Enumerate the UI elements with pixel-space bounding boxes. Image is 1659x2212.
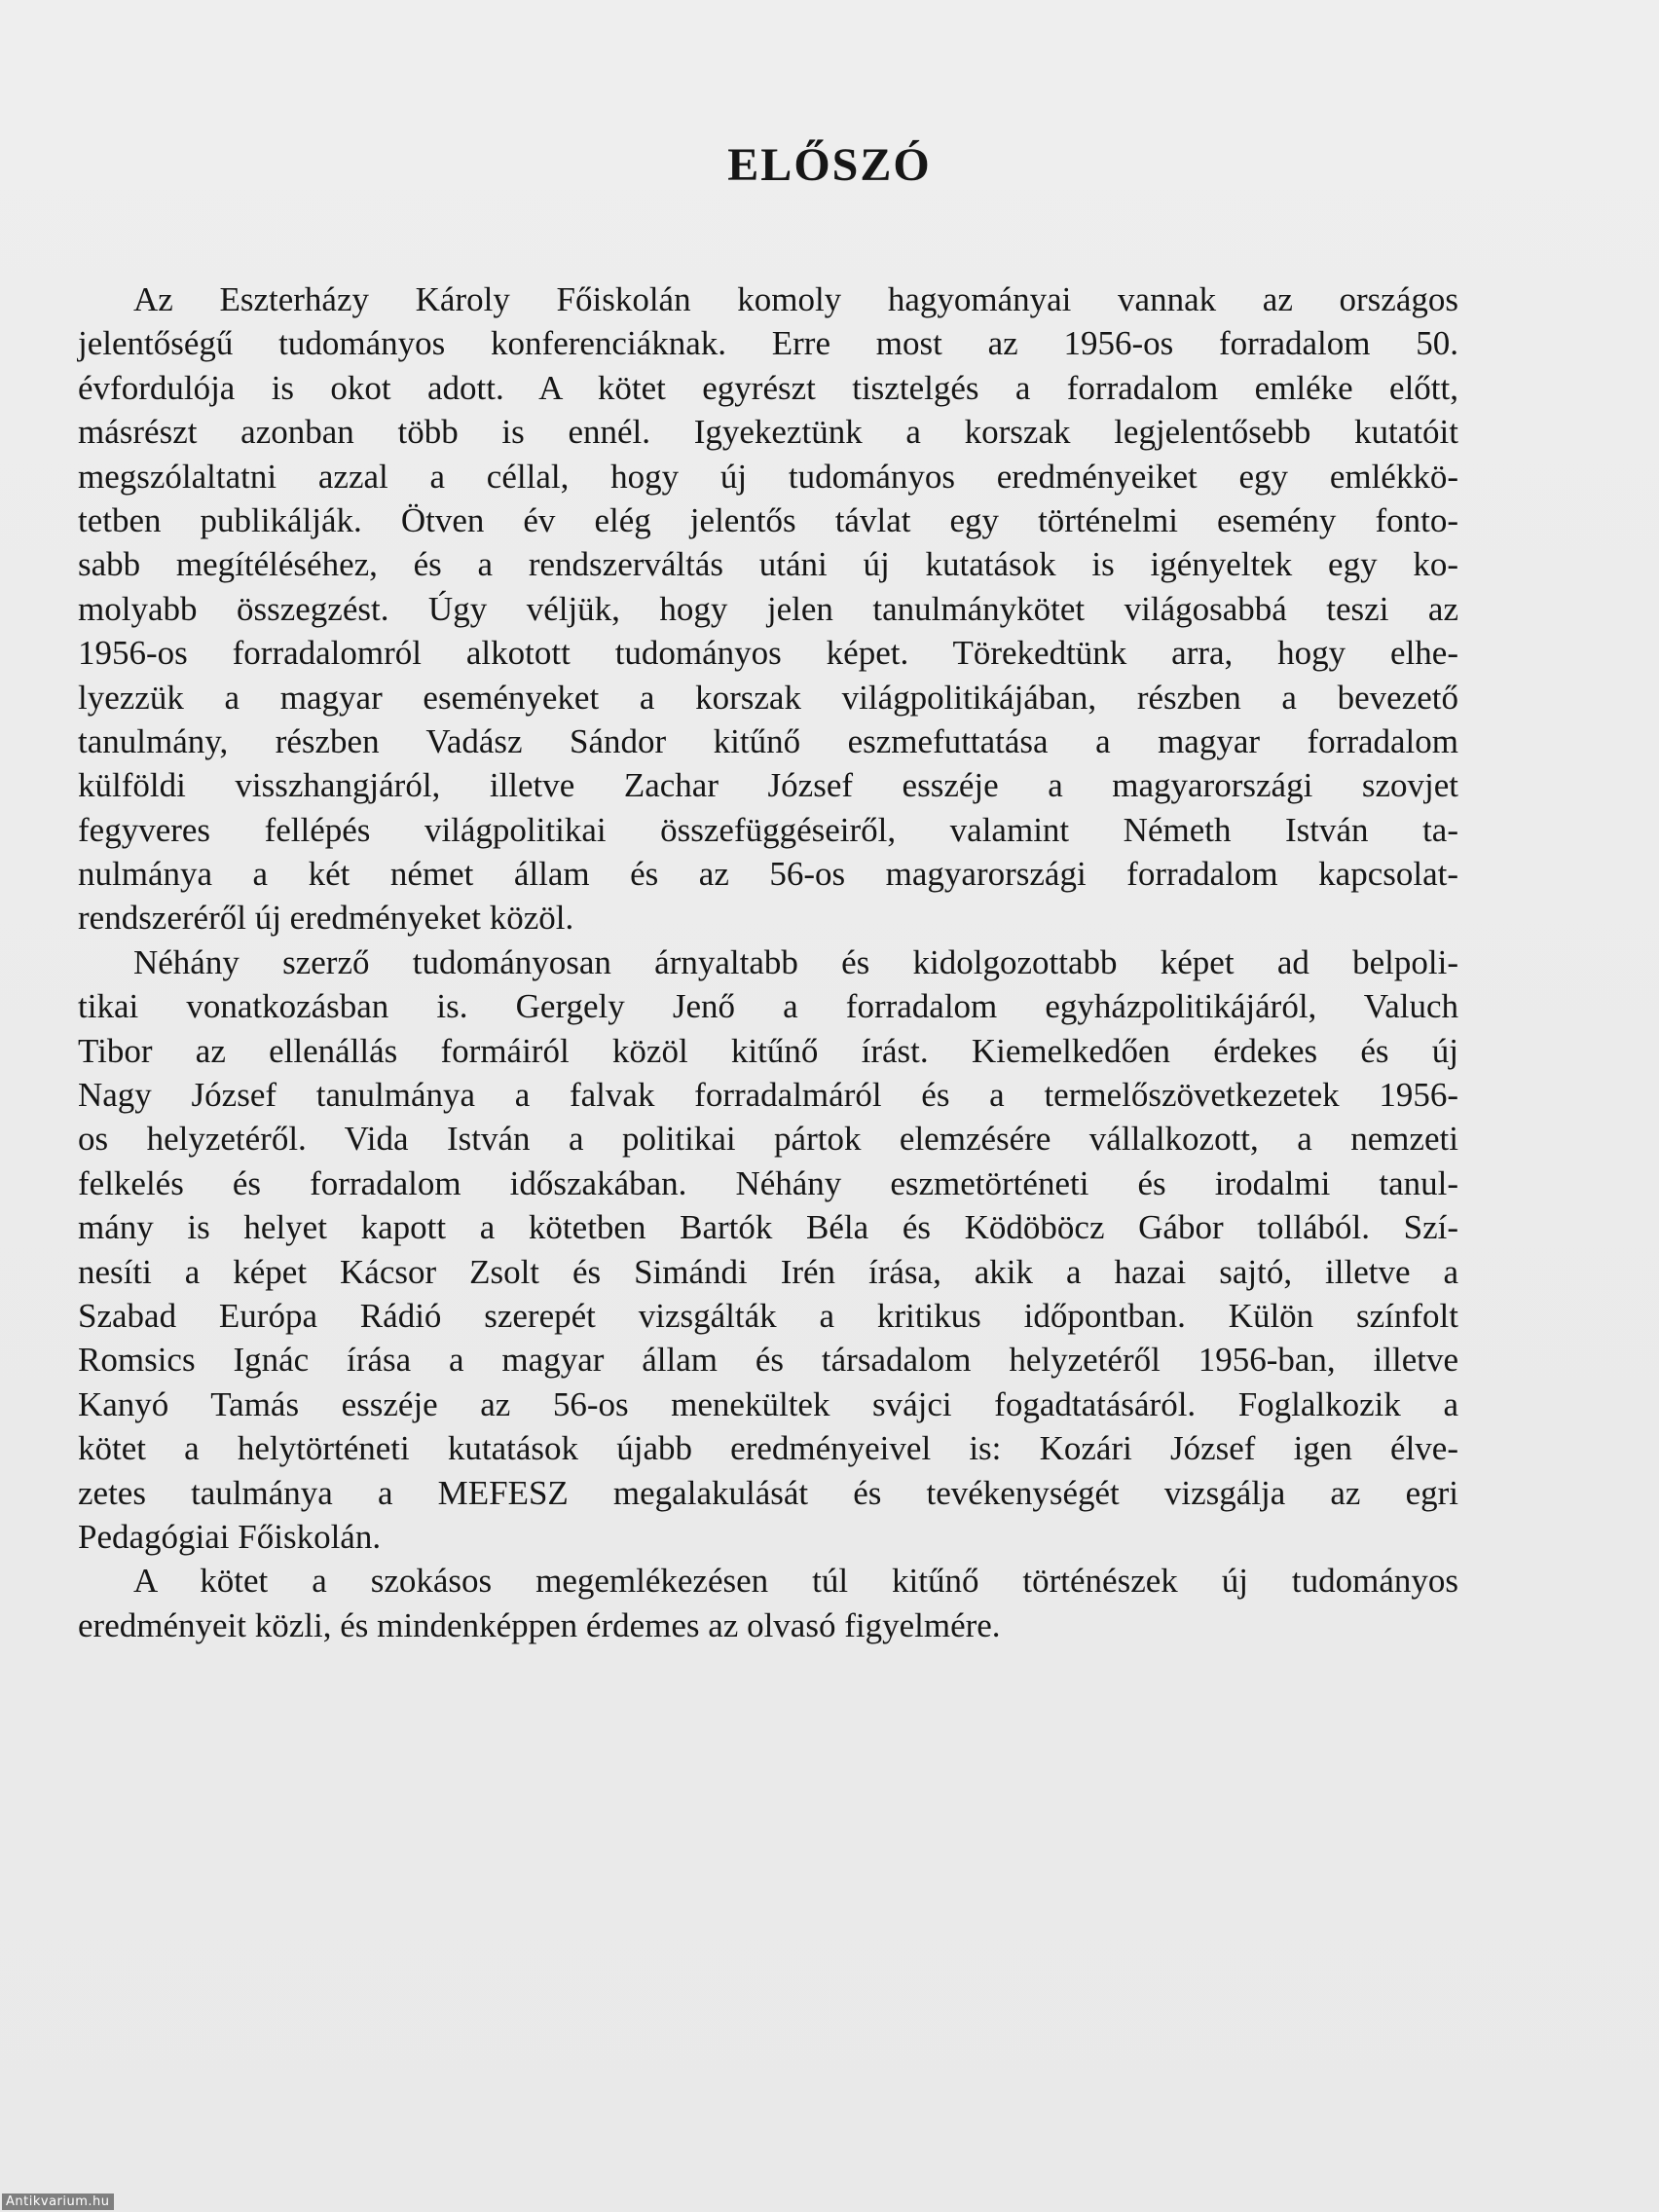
watermark-label: Antikvarium.hu <box>2 2194 114 2210</box>
text-line: Az Eszterházy Károly Főiskolán komoly hagyományai vannak az országos <box>133 280 1458 318</box>
text-line: zetes taulmánya a MEFESZ megalakulását és tevékenységét vizsgálja az egri <box>78 1473 1458 1512</box>
text-line: tikai vonatkozásban is. Gergely Jenő a forradalom egyházpolitikájáról, Valuch <box>78 987 1458 1026</box>
text-line: fegyveres fellépés világpolitikai összefüggéseiről, valamint Németh István ta- <box>78 810 1458 849</box>
text-line: eredményeit közli, és mindenképpen érdemes az olvasó figyelmére. <box>78 1605 1001 1644</box>
text-line: nesíti a képet Kácsor Zsolt és Simándi Irén írása, akik a hazai sajtó, illetve a <box>78 1252 1458 1291</box>
text-line: Kanyó Tamás esszéje az 56-os menekültek svájci fogadtatásáról. Foglalkozik a <box>78 1384 1458 1423</box>
text-line: Néhány szerző tudományosan árnyaltabb és kidolgozottabb képet ad belpoli- <box>133 942 1458 981</box>
text-line: lyezzük a magyar eseményeket a korszak világpolitikájában, részben a bevezető <box>78 678 1458 717</box>
text-line: Szabad Európa Rádió szerepét vizsgálták a kritikus időpontban. Külön színfolt <box>78 1296 1458 1335</box>
text-line: rendszeréről új eredményeket közöl. <box>78 899 574 938</box>
text-line: Romsics Ignác írása a magyar állam és társadalom helyzetéről 1956-ban, illetve <box>78 1341 1458 1380</box>
text-line: évfordulója is okot adott. A kötet egyrészt tisztelgés a forradalom emléke előtt, <box>78 368 1458 407</box>
text-line: molyabb összegzést. Úgy véljük, hogy jelen tanulmánykötet világosabbá teszi az <box>78 589 1458 628</box>
text-line: külföldi visszhangjáról, illetve Zachar József esszéje a magyarországi szovjet <box>78 766 1458 805</box>
text-line: nulmánya a két német állam és az 56-os magyarországi forradalom kapcsolat- <box>78 855 1458 894</box>
text-line: felkelés és forradalom időszakában. Néhány eszmetörténeti és irodalmi tanul- <box>78 1163 1458 1202</box>
paragraph-1 <box>78 277 1458 940</box>
page-title: ELŐSZÓ <box>727 139 932 191</box>
text-line: 1956-os forradalomról alkotott tudományos képet. Törekedtünk arra, hogy elhe- <box>78 634 1458 673</box>
text-line: kötet a helytörténeti kutatások újabb eredményeivel is: Kozári József igen élve- <box>78 1429 1458 1468</box>
text-line: sabb megítéléséhez, és a rendszerváltás utáni új kutatások is igényeltek egy ko- <box>78 545 1458 584</box>
paragraph-3 <box>78 1559 1458 1647</box>
preface-body <box>78 277 1458 1647</box>
text-line: tetben publikálják. Ötven év elég jelentős távlat egy történelmi esemény fonto- <box>78 500 1458 539</box>
text-line: tanulmány, részben Vadász Sándor kitűnő eszmefuttatása a magyar forradalom <box>78 721 1458 760</box>
text-line: Pedagógiai Főiskolán. <box>78 1517 382 1556</box>
text-line: másrészt azonban több is ennél. Igyekeztünk a korszak legjelentősebb kutatóit <box>78 413 1458 452</box>
text-line: mány is helyet kapott a kötetben Bartók Béla és Ködöböcz Gábor tollából. Szí- <box>78 1208 1458 1247</box>
text-line: A kötet a szokásos megemlékezésen túl kitűnő történészek új tudományos <box>133 1562 1458 1601</box>
text-line: megszólaltatni azzal a céllal, hogy új tudományos eredményeiket egy emlékkö- <box>78 457 1458 496</box>
text-line: Tibor az ellenállás formáiról közöl kitűnő írást. Kiemelkedően érdekes és új <box>78 1031 1458 1070</box>
text-line: os helyzetéről. Vida István a politikai pártok elemzésére vállalkozott, a nemzeti <box>78 1120 1458 1159</box>
text-line: Nagy József tanulmánya a falvak forradalmáról és a termelőszövetkezetek 1956- <box>78 1076 1458 1115</box>
text-line: jelentőségű tudományos konferenciáknak. Erre most az 1956-os forradalom 50. <box>78 324 1458 363</box>
paragraph-2 <box>78 940 1458 1559</box>
